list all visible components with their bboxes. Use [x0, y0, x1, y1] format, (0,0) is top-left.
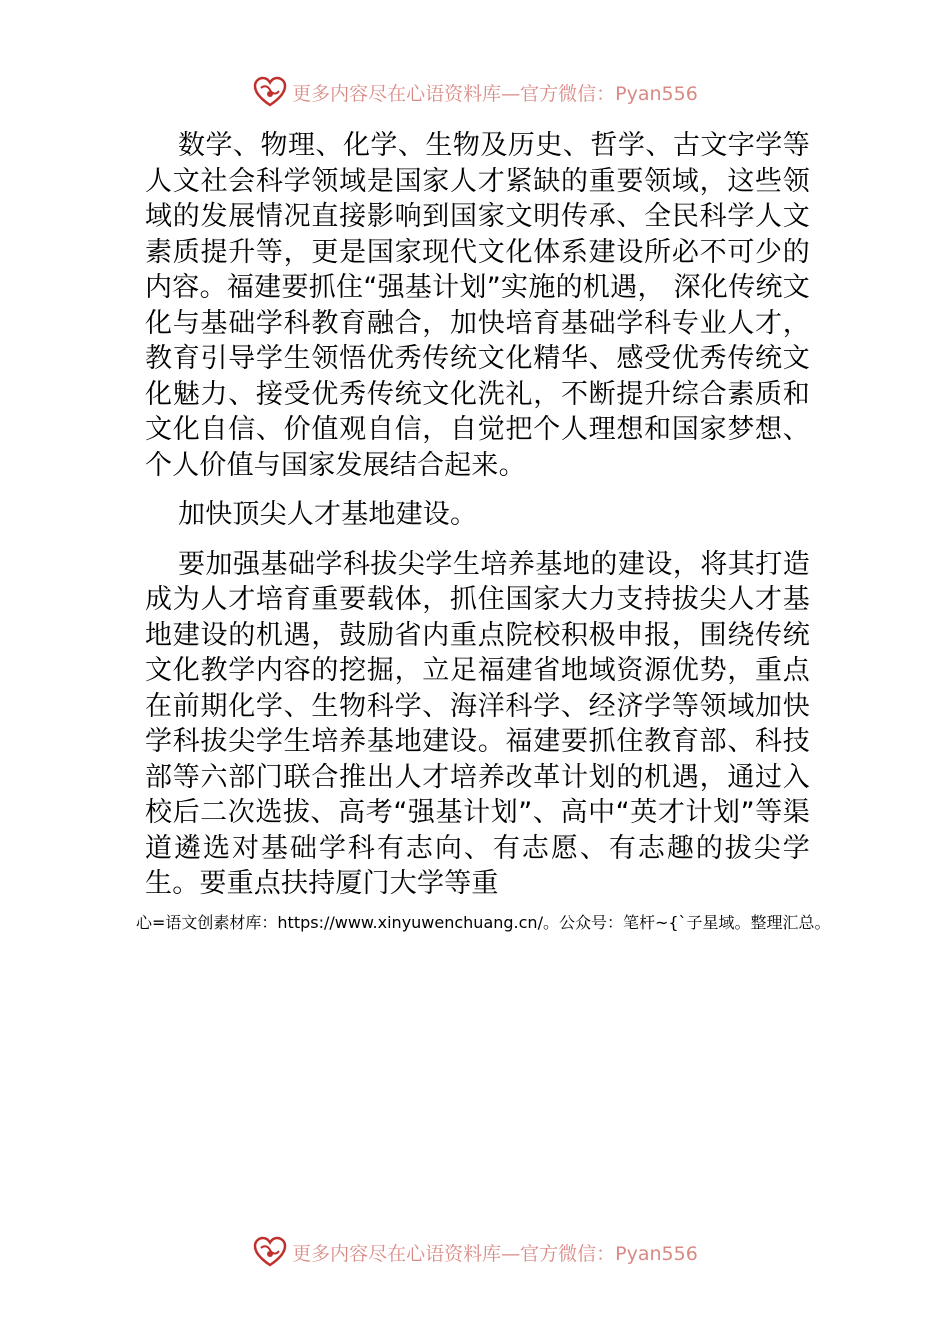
paragraph-1: 数学、物理、化学、生物及历史、哲学、古文字学等人文社会科学领域是国家人才紧缺的重要领域，这些领域的发展情况直接影响到国家文明传承、全民科学人文素质提升等，更是国家现代文化体系建设所必不可少的内容。福建要抓住“强基计划”实施的机遇， 深化传统文化与基础学科教育融合，加快培育基础学科专业人才，教育引导学生领悟优秀传统文化精华、感受优秀传统文化魅力、接受优秀传统文化洗礼，不断提升综合素质和文化自信、价值观自信，自觉把个人理想和国家梦想、个人价值与国家发展结合起来。 [145, 130, 810, 481]
paragraph-3: 要加强基础学科拔尖学生培养基地的建设，将其打造成为人才培育重要载体，抓住国家大力支持拔尖人才基地建设的机遇，鼓励省内重点院校积极申报，围绕传统文化教学内容的挖掘，立足福建省地域资源优势，重点在前期化学、生物科学、海洋科学、经济学等领域加快学科拔尖学生培养基地建设。福建要抓住教育部、科技部等六部门联合推出人才培养改革计划的机遇，通过入校后二次选拔、高考“强基计划”、高中“英才计划”等渠道遴选对基础学科有志向、有志愿、有志趣的拔尖学生。要重点扶持厦门大学等重 [145, 548, 810, 899]
document-body [145, 128, 810, 902]
footer-banner [0, 1232, 950, 1272]
wechat-id: Pyan556 [615, 82, 698, 105]
banner-label: 更多内容尽在心语资料库—官方微信： [292, 82, 616, 105]
heart-logo-icon [252, 1234, 288, 1270]
heart-logo-icon [252, 74, 288, 110]
wechat-id: Pyan556 [615, 1242, 698, 1265]
source-footnote: 心=语文创素材库：https://www.xinyuwenchuang.cn/。公众号：笔杆~{`子星域。整理汇总。 [136, 913, 831, 932]
banner-text [292, 1239, 698, 1266]
banner-text [292, 79, 698, 106]
banner-label: 更多内容尽在心语资料库—官方微信： [292, 1242, 616, 1265]
header-banner [0, 72, 950, 112]
paragraph-2-heading: 加快顶尖人才基地建设。 [178, 499, 478, 530]
